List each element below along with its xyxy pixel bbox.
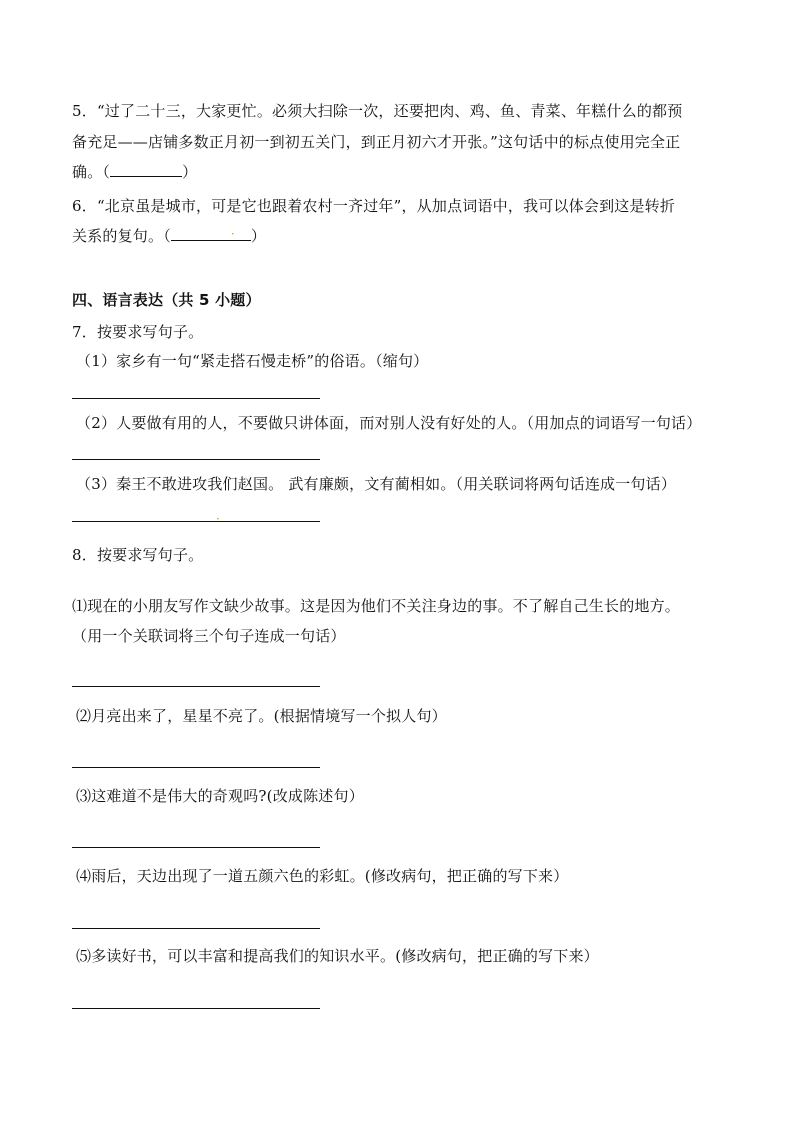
q8-answer-line-1[interactable]	[72, 686, 320, 687]
q5-line-3-text: 确。（	[72, 163, 111, 181]
q8-item-4: ⑷雨后，天边出现了一道五颜六色的彩虹。(修改病句，把正确的写下来）	[76, 867, 569, 885]
q6-answer-blank[interactable]	[171, 226, 251, 241]
q5-line-2: 备充足——店铺多数正月初一到初五关门，到正月初六才开张。”这句话中的标点使用完全正	[72, 133, 681, 151]
q8-item-1-line-2: （用一个关联词将三个句子连成一句话）	[72, 627, 346, 645]
q8-item-1-line-1: ⑴现在的小朋友写作文缺少故事。这是因为他们不关注身边的事。不了解自己生长的地方。	[72, 597, 681, 615]
q6-line-2-text: 关系的复句。（	[72, 227, 171, 245]
q7-title: 7．按要求写句子。	[72, 323, 204, 341]
mark-dot-icon: ·	[216, 512, 220, 526]
q8-answer-line-2[interactable]	[72, 767, 320, 768]
q6-line-1: 6．“北京虽是城市，可是它也跟着农村一齐过年”，从加点词语中，我可以体会到这是转折	[72, 197, 676, 215]
q7-item-2: （2）人要做有用的人，不要做只讲体面，而对别人没有好处的人。（用加点的词语写一句话）	[76, 414, 702, 432]
q7-answer-line-2[interactable]	[72, 459, 320, 460]
q6-line-2	[72, 226, 266, 246]
q8-item-3: ⑶这难道不是伟大的奇观吗?(改成陈述句）	[76, 787, 364, 805]
q5-line-3	[72, 162, 197, 182]
q7-item-1: （1）家乡有一句“紧走搭石慢走桥”的俗语。（缩句）	[76, 352, 429, 370]
q5-answer-blank[interactable]	[110, 162, 182, 177]
q5-line-3-close: ）	[182, 163, 198, 181]
mark-dot-icon: ·	[230, 227, 235, 241]
q5-line-1: 5．“过了二十三，大家更忙。必须大扫除一次，还要把肉、鸡、鱼、青菜、年糕什么的都预	[72, 102, 683, 120]
q8-item-2: ⑵月亮出来了，星星不亮了。(根据情境写一个拟人句）	[76, 707, 447, 725]
q8-answer-line-5[interactable]	[72, 1008, 320, 1009]
q7-answer-line-1[interactable]	[72, 398, 320, 399]
q7-answer-line-3[interactable]	[72, 512, 320, 526]
q7-item-3: （3）秦王不敢进攻我们赵国。 武有廉颇，文有蔺相如。（用关联词将两句话连成一句话）	[76, 475, 677, 493]
q8-item-5: ⑸多读好书，可以丰富和提高我们的知识水平。(修改病句，把正确的写下来）	[76, 947, 599, 965]
q6-line-2-close: ）	[250, 227, 267, 245]
q8-answer-line-4[interactable]	[72, 928, 320, 929]
q8-title: 8．按要求写句子。	[72, 546, 204, 564]
q8-answer-line-3[interactable]	[72, 847, 320, 848]
section-4-title: 四、语言表达（共 5 小题）	[72, 291, 261, 309]
